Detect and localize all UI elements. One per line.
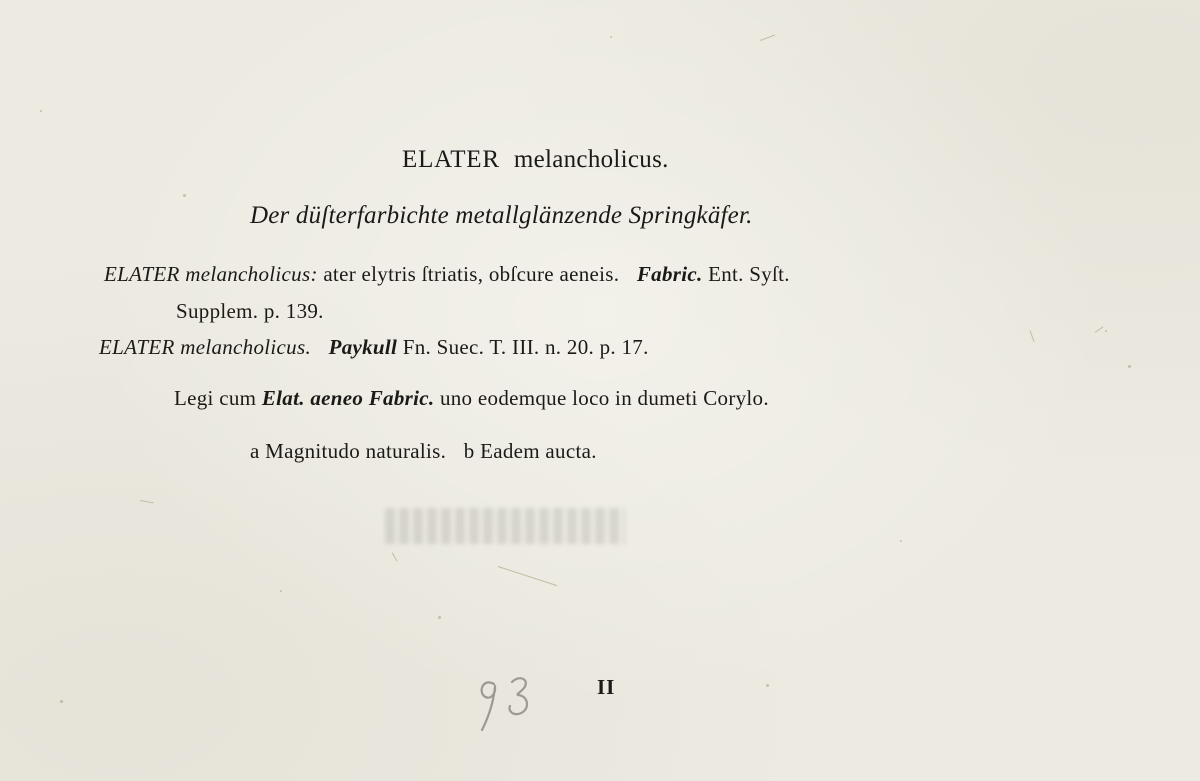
figure-legend-b: b Eadem aucta. [463, 439, 597, 463]
paper-speck [183, 194, 186, 197]
title-species: melancholicus. [513, 146, 669, 173]
reference-work: Fn. Suec. T. III. n. 20. p. 17. [402, 335, 649, 359]
collection-note [174, 386, 769, 411]
page-number: II [597, 675, 616, 699]
paper-speck [40, 110, 42, 112]
paper-speck [438, 616, 441, 619]
reference-paykull [99, 335, 649, 360]
paper-speck [900, 540, 902, 542]
reference-continuation: Supplem. p. 139. [176, 299, 324, 323]
collection-note-start: Legi cum [174, 386, 257, 410]
page-subtitle: Der düſterfarbichte metallglänzende Springkäfer. [250, 202, 753, 229]
paper-speck [60, 700, 63, 703]
reference-author: Fabric. [636, 262, 703, 286]
collection-note-species: Elat. aeneo Fabric. [261, 386, 435, 410]
paper-speck [1105, 330, 1107, 332]
reference-name: ELATER melancholicus: [104, 262, 318, 286]
paper-speck [766, 684, 769, 687]
paper-fiber [1095, 326, 1104, 333]
pencil-annotation [472, 668, 544, 738]
paper-fiber [760, 35, 775, 41]
reference-description: ater elytris ſtriatis, obſcure aeneis. [323, 262, 620, 286]
page-title [402, 146, 669, 174]
paper-speck [610, 36, 612, 38]
paper-fiber [392, 552, 398, 561]
bleed-through-shadow [385, 508, 625, 544]
figure-legend-a: a Magnitudo naturalis. [250, 439, 447, 463]
reference-fabricius [104, 262, 790, 287]
reference-work: Ent. Syſt. [708, 262, 790, 286]
paper-fiber [498, 566, 557, 586]
figure-legend [250, 439, 597, 464]
reference-author: Paykull [328, 335, 398, 359]
paper-fiber [1030, 330, 1035, 342]
paper-fiber [140, 500, 154, 503]
collection-note-end: uno eodemque loco in dumeti Corylo. [439, 386, 769, 410]
paper-speck [280, 590, 282, 592]
title-genus: ELATER [402, 146, 500, 173]
reference-name: ELATER melancholicus. [99, 335, 311, 359]
paper-speck [1128, 365, 1131, 368]
